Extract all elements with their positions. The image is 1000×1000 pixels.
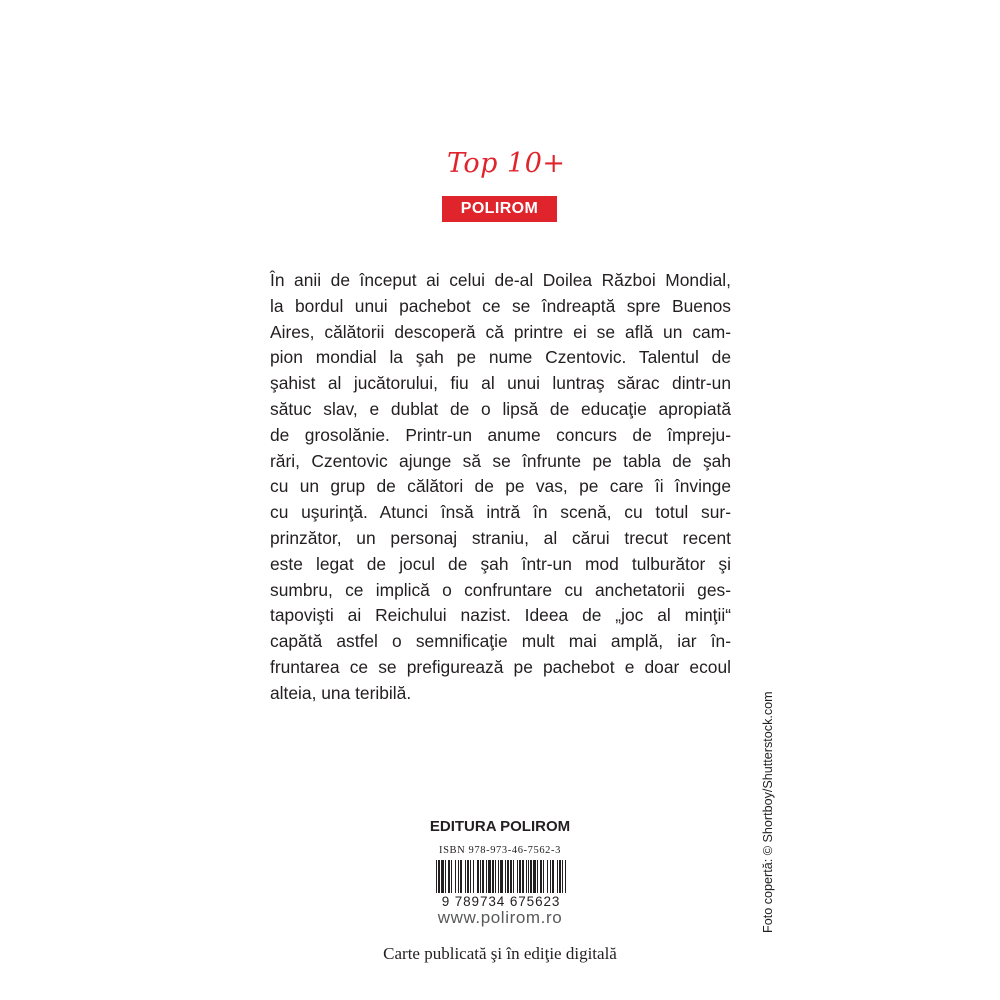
blurb-line: la bordul unui pachebot ce se îndreaptă spre Buenos — [270, 295, 731, 316]
website-link[interactable]: www.polirom.ro — [437, 908, 563, 927]
blurb-line: Aires, călătorii descoperă că printre ei se află un cam- — [270, 321, 731, 342]
blurb-line: cu un grup de călători de pe vas, pe care îi învinge — [270, 476, 731, 497]
blurb-line: de grosolănie. Printr-un anume concurs de împreju- — [270, 424, 731, 445]
blurb-text — [270, 268, 731, 707]
blurb-line: rări, Czentovic ajunge să se înfrunte pe tabla de şah — [270, 450, 731, 471]
blurb-line: cu uşurinţă. Atunci însă intră în scenă, cu totul sur- — [270, 502, 731, 523]
blurb-line: şahist al jucătorului, fiu al unui luntraş sărac dintr-un — [270, 373, 731, 394]
blurb-line: sumbru, ce implică o confruntare cu anchetatorii ges- — [270, 579, 731, 600]
blurb-line: prinzător, un personaj straniu, al cărui trecut recent — [270, 527, 731, 548]
isbn-label: ISBN 978-973-46-7562-3 — [439, 845, 561, 856]
digital-edition-note: Carte publicată şi în ediţie digitală — [383, 944, 617, 963]
publisher-badge: POLIROM — [442, 196, 557, 222]
blurb-line: pion mondial la şah pe nume Czentovic. Talentul de — [270, 347, 731, 368]
blurb-line: În anii de început ai celui de-al Doilea Război Mondial, — [270, 270, 731, 290]
blurb-line: fruntarea ce se prefigurează pe pachebot e doar ecoul — [270, 656, 731, 677]
blurb-line: alteia, una teribilă. — [270, 682, 412, 703]
imprint-name: EDITURA POLIROM — [429, 818, 571, 835]
series-logo: Top 10+ — [447, 148, 566, 179]
blurb-line: este legat de jocul de şah într-un mod tulburător şi — [270, 553, 731, 574]
blurb-line: sătuc slav, e dublat de o lipsă de educaţie apropiată — [270, 398, 731, 419]
blurb-line: capătă astfel o semnificaţie mult mai amplă, iar în- — [270, 631, 731, 652]
barcode-digits: 9 789734 675623 — [430, 893, 572, 910]
photo-credit: Foto copertă: © Shortboy/Shutterstock.com — [761, 691, 775, 933]
blurb-line: tapovişti ai Reichului nazist. Ideea de „joc al minţii“ — [270, 605, 731, 626]
